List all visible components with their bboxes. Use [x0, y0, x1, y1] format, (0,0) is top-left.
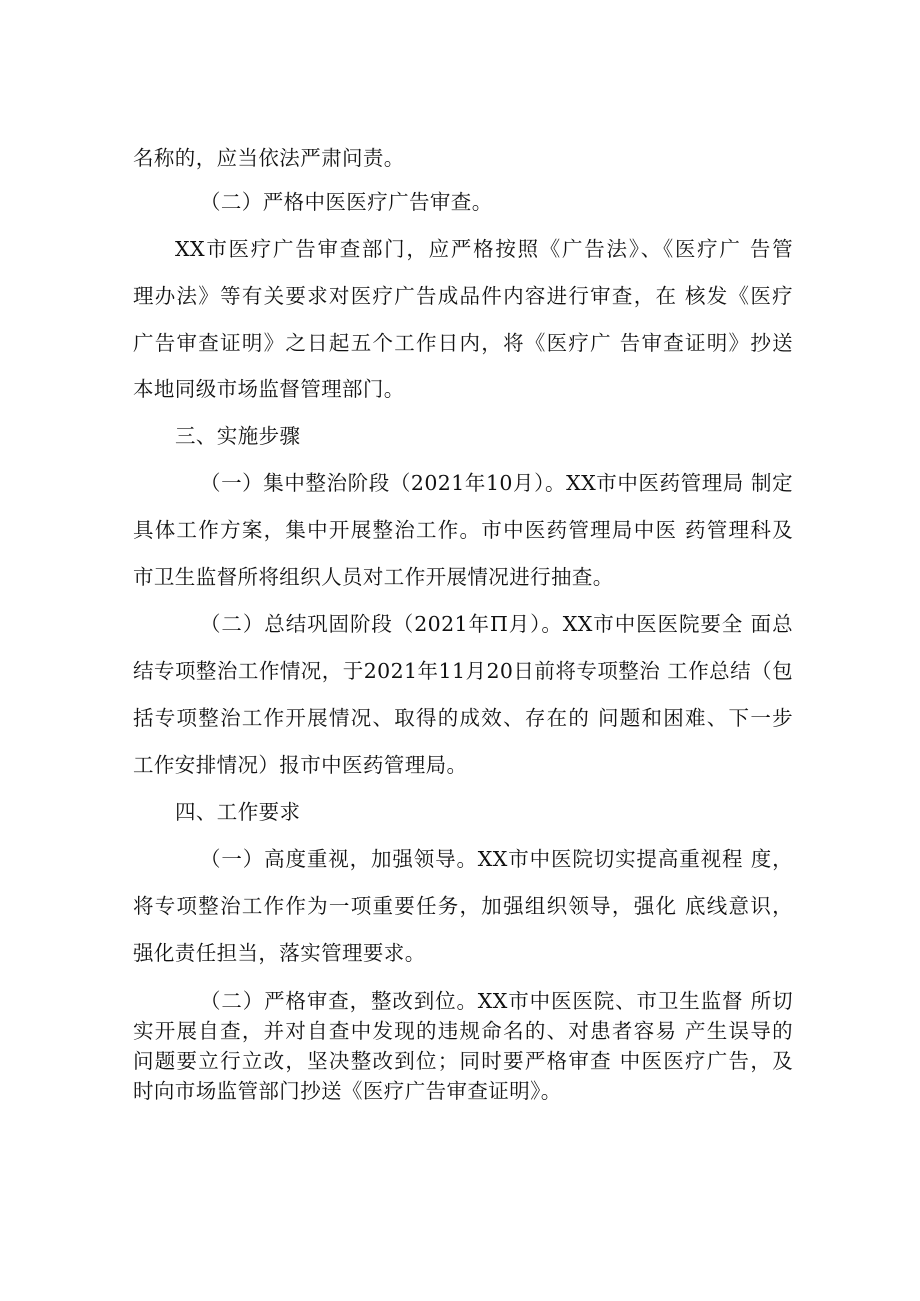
- text-line: 时向市场监管部门抄送《医疗广告审查证明》。: [133, 1079, 562, 1103]
- text-line: 本地同级市场监督管理部门。: [133, 377, 405, 401]
- section-subheading: （二）严格中医医疗广告审查。: [200, 190, 493, 214]
- text-line: 名称的，应当依法严肃问责。: [133, 146, 405, 170]
- text-line: 将专项整治工作作为一项重要任务，加强组织领导，强化 底线意识，: [133, 894, 793, 918]
- text-line: 强化责任担当，落实管理要求。: [133, 941, 426, 965]
- text-line: （一）集中整治阶段（2021年10月）。XX市中医药管理局 制定: [200, 471, 793, 495]
- text-line: 问题要立行立改，坚决整改到位；同时要严格审查 中医医疗广告，及: [133, 1049, 793, 1073]
- text-line: （二）总结巩固阶段（2021年Π月）。XX市中医医院要全 面总: [200, 612, 793, 636]
- text-line: 理办法》等有关要求对医疗广告成品件内容进行审查，在 核发《医疗: [133, 284, 793, 308]
- text-line: 括专项整治工作开展情况、取得的成效、存在的 问题和困难、下一步: [133, 706, 793, 730]
- text-line: 实开展自查，并对自查中发现的违规命名的、对患者容易 产生误导的: [133, 1019, 793, 1043]
- text-line: 具体工作方案，集中开展整治工作。市中医药管理局中医 药管理科及: [133, 518, 793, 542]
- text-line: XX市医疗广告审查部门，应严格按照《广告法》、《医疗广 告管: [175, 237, 793, 261]
- text-line: （一）高度重视，加强领导。XX市中医院切实提高重视程 度，: [200, 847, 793, 871]
- text-line: （二）严格审查，整改到位。XX市中医医院、市卫生监督 所切: [200, 989, 793, 1013]
- text-line: 结专项整治工作情况，于2021年11月20日前将专项整治 工作总结（包: [133, 659, 793, 683]
- section-heading: 三、实施步骤: [175, 424, 301, 448]
- text-line: 广告审查证明》之日起五个工作日内，将《医疗广 告审查证明》抄送: [133, 331, 793, 355]
- text-line: 工作安排情况）报市中医药管理局。: [133, 753, 468, 777]
- text-line: 市卫生监督所将组织人员对工作开展情况进行抽查。: [133, 565, 614, 589]
- section-heading: 四、工作要求: [175, 800, 301, 824]
